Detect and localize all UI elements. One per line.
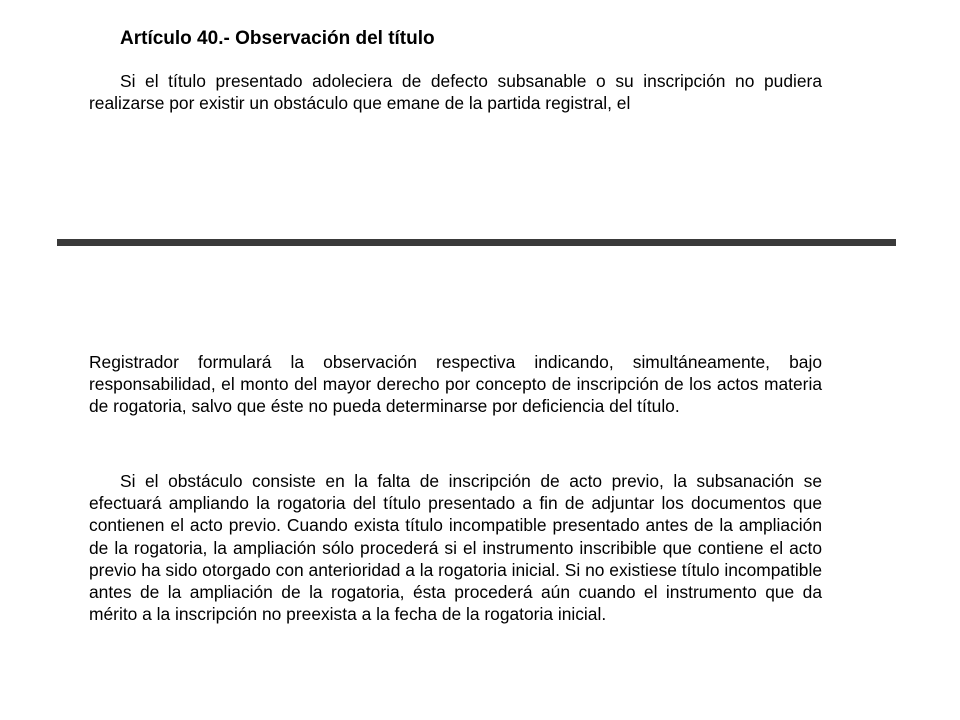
- page-break-divider: [57, 239, 896, 246]
- paragraph-2: Registrador formulará la observación respectiva indicando, simultáneamente, bajo responsabilidad, el monto del mayor derecho por concepto de inscripción de los actos materia de rogatoria, salvo que éste no pueda determinarse por deficiencia del título.: [89, 352, 822, 417]
- paragraph-1: Si el título presentado adoleciera de defecto subsanable o su inscripción no pudiera realizarse por existir un obstáculo que emane de la partida registral, el: [89, 71, 822, 114]
- paragraph-3: Si el obstáculo consiste en la falta de inscripción de acto previo, la subsanación se efectuará ampliando la rogatoria del título presentado a fin de adjuntar los documentos que contienen el acto previo. Cuando exista título incompatible presentado antes de la ampliación de la rogatoria, la ampliación sólo procederá si el instrumento inscribible que contiene el acto previo ha sido otorgado con anterioridad a la rogatoria inicial. Si no existiese título incompatible antes de la ampliación de la rogatoria, ésta procederá aún cuando el instrumento que da mérito a la inscripción no preexista a la fecha de la rogatoria inicial.: [89, 471, 822, 625]
- article-heading: Artículo 40.- Observación del título: [120, 28, 435, 49]
